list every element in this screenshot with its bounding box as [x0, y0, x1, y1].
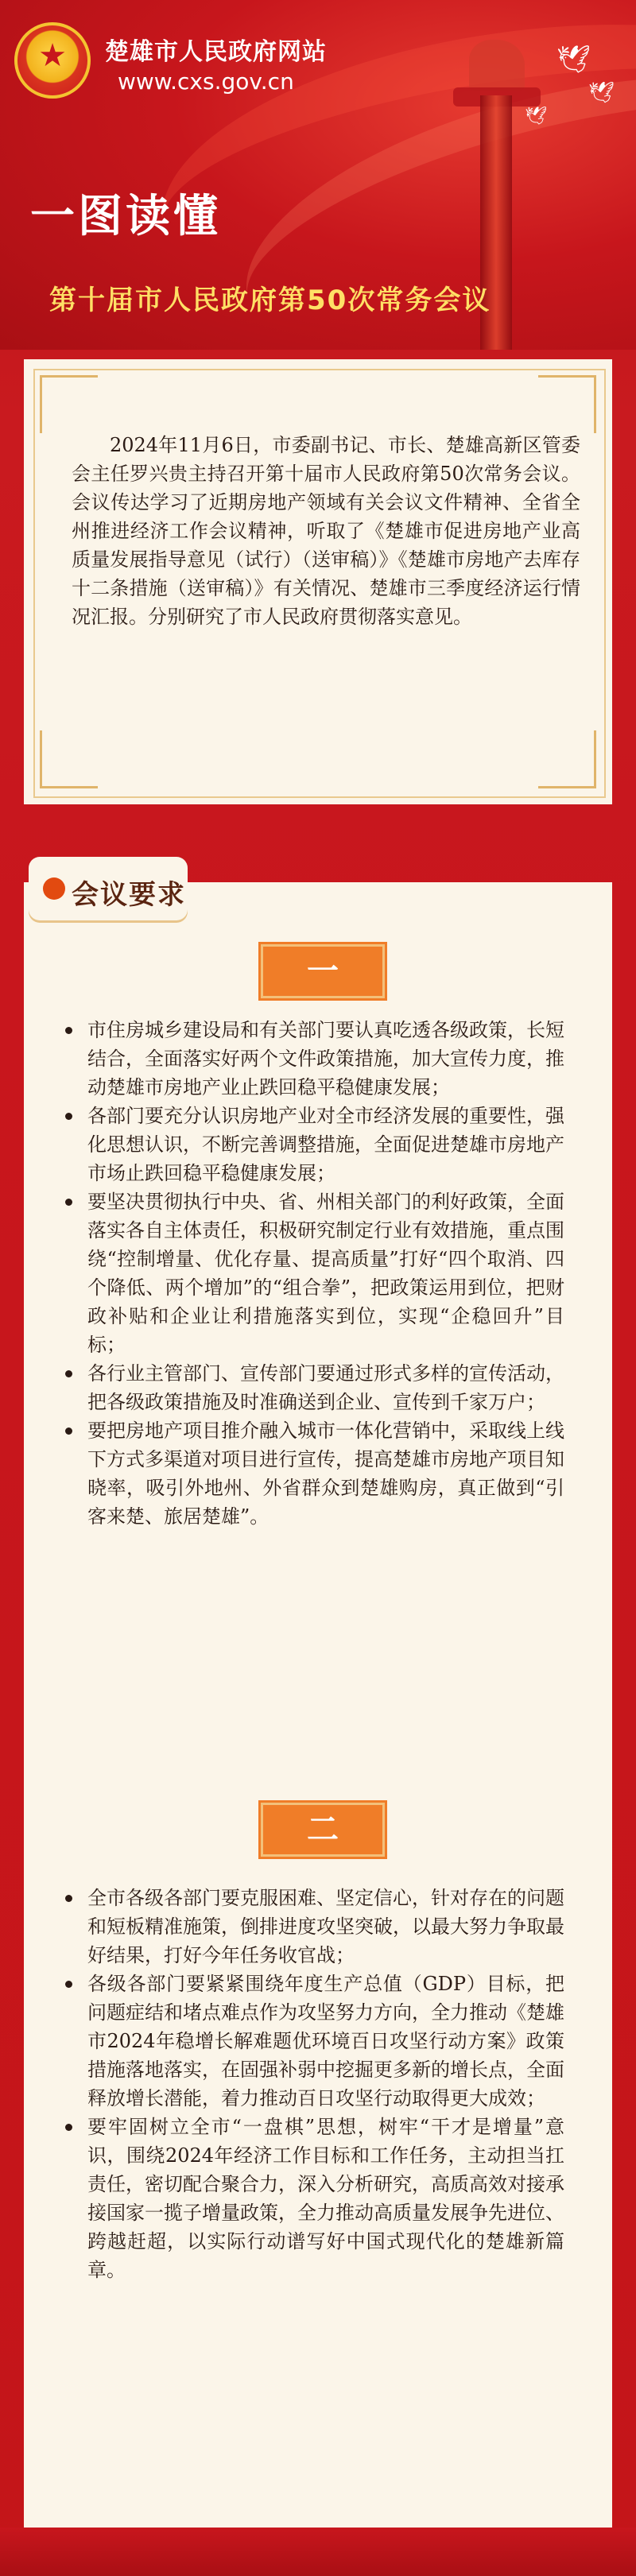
section-1-list	[87, 1016, 564, 1531]
section-2-list	[87, 1884, 564, 2284]
dove-icon: 🕊	[556, 44, 591, 76]
site-url[interactable]: www.cxs.gov.cn	[118, 68, 294, 95]
corner-ornament	[538, 730, 596, 788]
list-item: 全市各级各部门要克服困难、坚定信心，针对存在的问题和短板精准施策，倒排进度攻坚突破，以最大努力争取最好结果，打好今年任务收官战；	[87, 1884, 564, 1970]
header-banner	[0, 0, 636, 350]
dove-icon: 🕊	[588, 81, 615, 105]
list-item: 市住房城乡建设局和有关部门要认真吃透各级政策，长短结合，全面落实好两个文件政策措施，加大宣传力度，推动楚雄市房地产业止跌回稳平稳健康发展；	[87, 1016, 564, 1102]
sub-title: 第十届市人民政府第50次常务会议	[49, 285, 491, 316]
national-emblem-icon: ★	[14, 22, 91, 99]
list-item: 各级各部门要紧紧围绕年度生产总值（GDP）目标，把问题症结和堵点难点作为攻坚努力方向，全力推动《楚雄市2024年稳增长解难题优环境百日攻坚行动方案》政策措施落地落实，在固强补弱中挖掘更多新的增长点，全面释放增长潜能，着力推动百日攻坚行动取得更大成效；	[87, 1970, 564, 2113]
section-number-1: 一	[261, 944, 385, 998]
site-name: 楚雄市人民政府网站	[105, 38, 327, 66]
list-item: 各行业主管部门、宣传部门要通过形式多样的宣传活动，把各级政策措施及时准确送到企业、宣传到千家万户；	[87, 1359, 564, 1416]
section-tag-label: 会议要求	[72, 879, 186, 911]
dove-icon: 🕊	[525, 107, 547, 126]
list-item: 要坚决贯彻执行中央、省、州相关部门的利好政策，全面落实各自主体责任，积极研究制定行业有效措施，重点围绕“控制增量、优化存量、提高质量”打好“四个取消、四个降低、两个增加”的“组合拳”，把政策运用到位，把财政补贴和企业让利措施落实到位，实现“企稳回升”目标；	[87, 1187, 564, 1359]
section-tag	[29, 857, 188, 920]
list-item: 要把房地产项目推介融入城市一体化营销中，采取线上线下方式多渠道对项目进行宣传，提高楚雄市房地产项目知晓率，吸引外地州、外省群众到楚雄购房，真正做到“引客来楚、旅居楚雄”。	[87, 1416, 564, 1531]
corner-ornament	[40, 375, 98, 433]
intro-text: 2024年11月6日，市委副书记、市长、楚雄高新区管委会主任罗兴贵主持召开第十届市人民政府第50次常务会议。会议传达学习了近期房地产领域有关会议文件精神、全省全州推进经济工作会议精神，听取了《楚雄市促进房地产业高质量发展指导意见（试行）（送审稿）》《楚雄市房地产去库存十二条措施（送审稿）》有关情况、楚雄市三季度经济运行情况汇报。分别研究了市人民政府贯彻落实意见。	[72, 434, 580, 628]
bottom-band	[0, 2528, 636, 2576]
list-item: 要牢固树立全市“一盘棋”思想，树牢“干才是增量”意识，围绕2024年经济工作目标和工作任务，主动担当扛责任，密切配合聚合力，深入分析研究，高质高效对接承接国家一揽子增量政策，全力推动高质量发展争先进位、跨越赶超，以实际行动谱写好中国式现代化的楚雄新篇章。	[87, 2113, 564, 2284]
intro-card	[24, 359, 612, 804]
corner-ornament	[538, 375, 596, 433]
main-title: 一图读懂	[30, 191, 221, 242]
tag-dot-icon	[43, 877, 65, 900]
corner-ornament	[40, 730, 98, 788]
list-item: 各部门要充分认识房地产业对全市经济发展的重要性，强化思想认识，不断完善调整措施，全面促进楚雄市房地产市场止跌回稳平稳健康发展；	[87, 1102, 564, 1187]
section-number-2: 二	[261, 1803, 385, 1857]
